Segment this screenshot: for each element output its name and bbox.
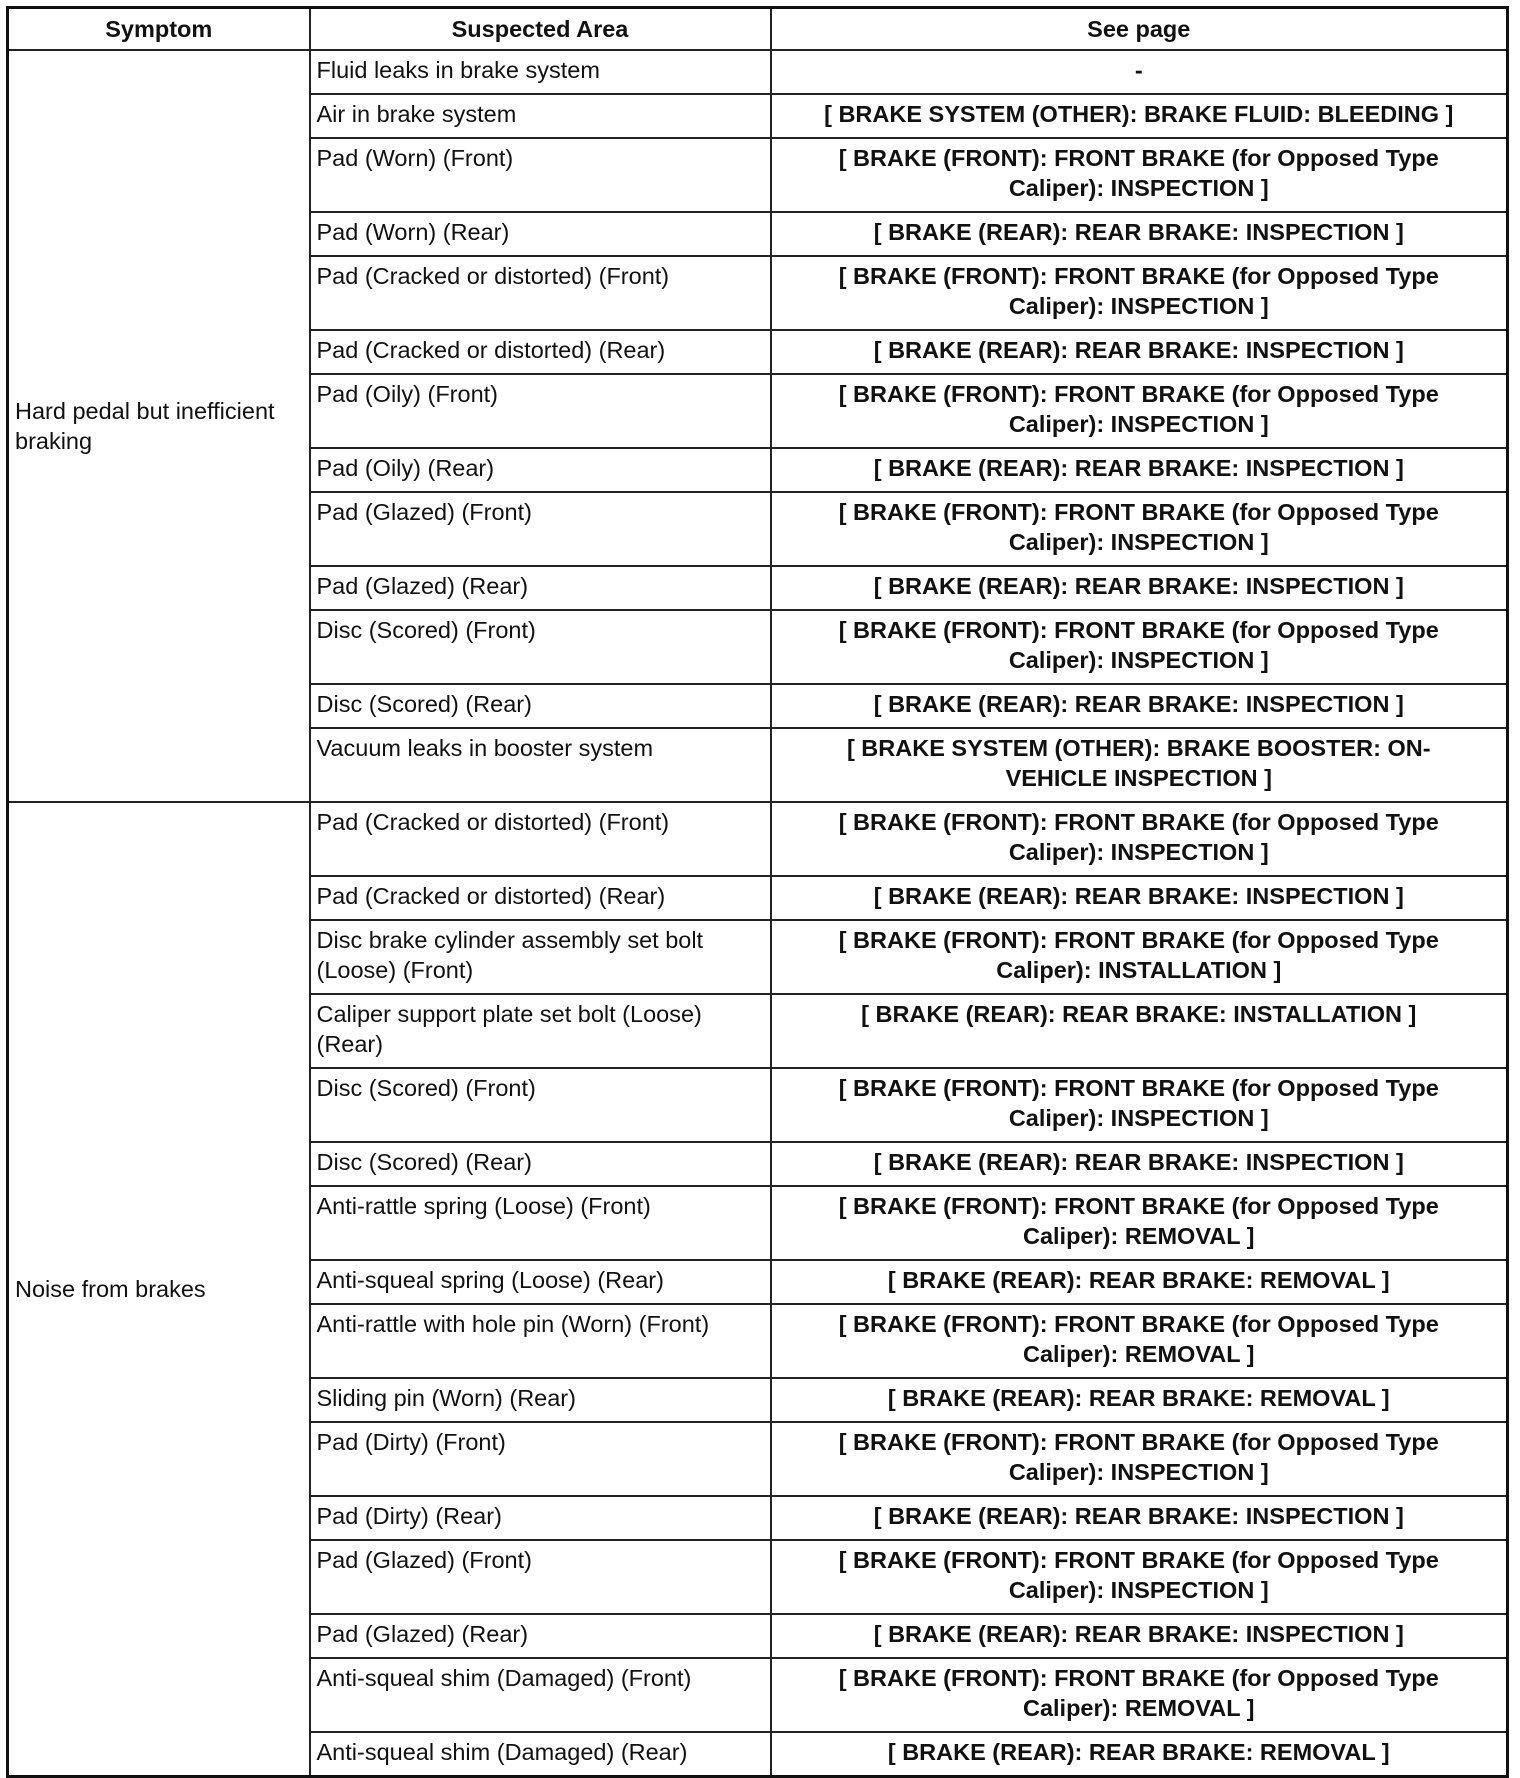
- see-page-cell: [ BRAKE (REAR): REAR BRAKE: REMOVAL ]: [771, 1378, 1508, 1422]
- suspected-area-cell: Anti-squeal shim (Damaged) (Rear): [310, 1732, 771, 1777]
- suspected-area-cell: Disc (Scored) (Rear): [310, 684, 771, 728]
- see-page-cell: [ BRAKE SYSTEM (OTHER): BRAKE FLUID: BLEEDING ]: [771, 94, 1508, 138]
- suspected-area-cell: Vacuum leaks in booster system: [310, 728, 771, 802]
- see-page-cell: [ BRAKE (REAR): REAR BRAKE: INSPECTION ]: [771, 330, 1508, 374]
- symptom-cell: Noise from brakes: [8, 802, 310, 1777]
- see-page-cell: [ BRAKE (REAR): REAR BRAKE: INSPECTION ]: [771, 1142, 1508, 1186]
- see-page-cell: -: [771, 50, 1508, 94]
- suspected-area-cell: Pad (Cracked or distorted) (Rear): [310, 330, 771, 374]
- table-header: [8, 8, 1508, 51]
- see-page-cell: [ BRAKE (FRONT): FRONT BRAKE (for Opposed Type Caliper): INSPECTION ]: [771, 1068, 1508, 1142]
- header-see-page: See page: [771, 8, 1508, 51]
- suspected-area-cell: Pad (Cracked or distorted) (Front): [310, 802, 771, 876]
- see-page-cell: [ BRAKE (FRONT): FRONT BRAKE (for Opposed Type Caliper): INSPECTION ]: [771, 492, 1508, 566]
- header-suspected-area: Suspected Area: [310, 8, 771, 51]
- suspected-area-cell: Caliper support plate set bolt (Loose) (Rear): [310, 994, 771, 1068]
- suspected-area-cell: Pad (Worn) (Front): [310, 138, 771, 212]
- see-page-cell: [ BRAKE (FRONT): FRONT BRAKE (for Opposed Type Caliper): REMOVAL ]: [771, 1658, 1508, 1732]
- see-page-cell: [ BRAKE (FRONT): FRONT BRAKE (for Opposed Type Caliper): REMOVAL ]: [771, 1304, 1508, 1378]
- see-page-cell: [ BRAKE (FRONT): FRONT BRAKE (for Opposed Type Caliper): INSPECTION ]: [771, 1540, 1508, 1614]
- see-page-cell: [ BRAKE (REAR): REAR BRAKE: INSTALLATION ]: [771, 994, 1508, 1068]
- suspected-area-cell: Pad (Oily) (Rear): [310, 448, 771, 492]
- troubleshooting-table: [6, 6, 1509, 1778]
- table-wrapper: [6, 6, 1509, 1778]
- see-page-cell: [ BRAKE (FRONT): FRONT BRAKE (for Opposed Type Caliper): INSPECTION ]: [771, 256, 1508, 330]
- see-page-cell: [ BRAKE (FRONT): FRONT BRAKE (for Opposed Type Caliper): INSPECTION ]: [771, 138, 1508, 212]
- see-page-cell: [ BRAKE (REAR): REAR BRAKE: REMOVAL ]: [771, 1260, 1508, 1304]
- suspected-area-cell: Pad (Glazed) (Front): [310, 1540, 771, 1614]
- suspected-area-cell: Sliding pin (Worn) (Rear): [310, 1378, 771, 1422]
- table-row: [8, 50, 1508, 94]
- suspected-area-cell: Anti-squeal spring (Loose) (Rear): [310, 1260, 771, 1304]
- see-page-cell: [ BRAKE (FRONT): FRONT BRAKE (for Opposed Type Caliper): INSPECTION ]: [771, 374, 1508, 448]
- suspected-area-cell: Pad (Glazed) (Rear): [310, 1614, 771, 1658]
- suspected-area-cell: Pad (Glazed) (Front): [310, 492, 771, 566]
- table-body: [8, 50, 1508, 1777]
- see-page-cell: [ BRAKE (REAR): REAR BRAKE: INSPECTION ]: [771, 448, 1508, 492]
- see-page-cell: [ BRAKE (REAR): REAR BRAKE: INSPECTION ]: [771, 566, 1508, 610]
- suspected-area-cell: Air in brake system: [310, 94, 771, 138]
- see-page-cell: [ BRAKE (FRONT): FRONT BRAKE (for Opposed Type Caliper): INSPECTION ]: [771, 1422, 1508, 1496]
- see-page-cell: [ BRAKE (REAR): REAR BRAKE: REMOVAL ]: [771, 1732, 1508, 1777]
- suspected-area-cell: Disc (Scored) (Rear): [310, 1142, 771, 1186]
- see-page-cell: [ BRAKE (REAR): REAR BRAKE: INSPECTION ]: [771, 1614, 1508, 1658]
- suspected-area-cell: Anti-squeal shim (Damaged) (Front): [310, 1658, 771, 1732]
- suspected-area-cell: Pad (Glazed) (Rear): [310, 566, 771, 610]
- suspected-area-cell: Disc (Scored) (Front): [310, 610, 771, 684]
- suspected-area-cell: Fluid leaks in brake system: [310, 50, 771, 94]
- suspected-area-cell: Pad (Oily) (Front): [310, 374, 771, 448]
- suspected-area-cell: Pad (Cracked or distorted) (Front): [310, 256, 771, 330]
- see-page-cell: [ BRAKE (FRONT): FRONT BRAKE (for Opposed Type Caliper): INSTALLATION ]: [771, 920, 1508, 994]
- see-page-cell: [ BRAKE (FRONT): FRONT BRAKE (for Opposed Type Caliper): REMOVAL ]: [771, 1186, 1508, 1260]
- see-page-cell: [ BRAKE (REAR): REAR BRAKE: INSPECTION ]: [771, 876, 1508, 920]
- symptom-cell: Hard pedal but inefficient braking: [8, 50, 310, 802]
- see-page-cell: [ BRAKE (FRONT): FRONT BRAKE (for Opposed Type Caliper): INSPECTION ]: [771, 802, 1508, 876]
- see-page-cell: [ BRAKE (FRONT): FRONT BRAKE (for Opposed Type Caliper): INSPECTION ]: [771, 610, 1508, 684]
- suspected-area-cell: Pad (Dirty) (Rear): [310, 1496, 771, 1540]
- table-row: [8, 802, 1508, 876]
- see-page-cell: [ BRAKE (REAR): REAR BRAKE: INSPECTION ]: [771, 212, 1508, 256]
- see-page-cell: [ BRAKE (REAR): REAR BRAKE: INSPECTION ]: [771, 1496, 1508, 1540]
- suspected-area-cell: Pad (Cracked or distorted) (Rear): [310, 876, 771, 920]
- suspected-area-cell: Disc (Scored) (Front): [310, 1068, 771, 1142]
- suspected-area-cell: Anti-rattle spring (Loose) (Front): [310, 1186, 771, 1260]
- header-symptom: Symptom: [8, 8, 310, 51]
- suspected-area-cell: Anti-rattle with hole pin (Worn) (Front): [310, 1304, 771, 1378]
- see-page-cell: [ BRAKE (REAR): REAR BRAKE: INSPECTION ]: [771, 684, 1508, 728]
- suspected-area-cell: Pad (Worn) (Rear): [310, 212, 771, 256]
- see-page-cell: [ BRAKE SYSTEM (OTHER): BRAKE BOOSTER: ON-VEHICLE INSPECTION ]: [771, 728, 1508, 802]
- header-row: [8, 8, 1508, 51]
- suspected-area-cell: Pad (Dirty) (Front): [310, 1422, 771, 1496]
- suspected-area-cell: Disc brake cylinder assembly set bolt (Loose) (Front): [310, 920, 771, 994]
